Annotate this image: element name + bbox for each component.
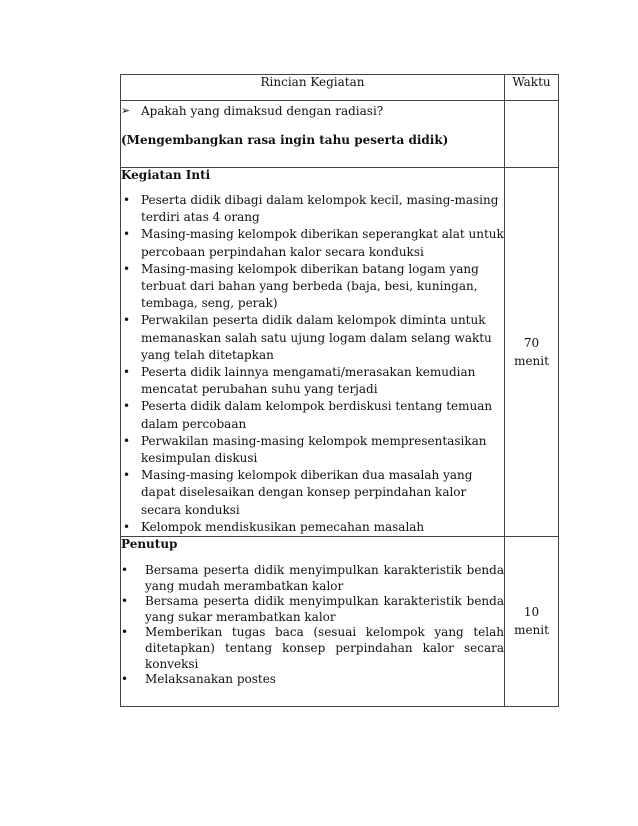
lesson-plan-table [120, 74, 559, 707]
list-item: • Peserta didik dalam kelompok berdiskusi tentang temuan dalam percobaan [123, 399, 493, 431]
bullet-icon: • [123, 365, 131, 380]
intro-cell [121, 101, 505, 168]
list-item: • Melaksanakan postes [121, 672, 276, 687]
bullet-icon: • [123, 433, 131, 448]
arrow-bullet-icon: ➢ [121, 104, 131, 117]
list-item: • Masing-masing kelompok diberikan batang logam yang terbuat dari bahan yang berbeda (baja, besi, kuningan, tembaga, seng, perak) [123, 261, 479, 311]
bullet-icon: • [123, 313, 131, 328]
kegiatan-inti-time-value: 70 [523, 336, 540, 351]
bullet-icon: • [123, 399, 131, 414]
bullet-icon: • [121, 563, 129, 578]
list-item: • Peserta didik lainnya mengamati/merasakan kemudian mencatat perubahan suhu yang terjadi [123, 365, 476, 397]
list-item: • Kelompok mendiskusikan pemecahan masalah [121, 519, 504, 536]
bullet-icon: • [123, 519, 131, 534]
bullet-icon: • [123, 193, 131, 207]
intro-row [121, 101, 559, 168]
penutup-heading: Penutup [121, 537, 178, 552]
intro-question [121, 103, 504, 119]
kegiatan-inti-time-unit: menit [514, 354, 549, 369]
header-rincian-kegiatan: Rincian Kegiatan [121, 75, 505, 101]
bullet-icon: • [123, 227, 131, 242]
kegiatan-inti-cell [121, 168, 505, 537]
penutup-list [121, 563, 504, 688]
bullet-icon: • [121, 594, 129, 609]
bullet-icon: • [121, 625, 129, 640]
list-item: • Masing-masing kelompok diberikan dua masalah yang dapat diselesaikan dengan konsep perpindahan kalor secara konduksi [123, 468, 473, 517]
penutup-time-value: 10 [523, 605, 540, 620]
intro-note: (Mengembangkan rasa ingin tahu peserta didik) [121, 133, 449, 147]
kegiatan-inti-list [121, 192, 504, 536]
penutup-time-cell [505, 537, 559, 707]
list-item: • Masing-masing kelompok diberikan seperangkat alat untuk percobaan perpindahan kalor secara konduksi [123, 227, 504, 259]
kegiatan-inti-row [121, 168, 559, 537]
list-item: • Bersama peserta didik menyimpulkan karakteristik benda yang mudah merambatkan kalor [121, 563, 504, 593]
list-item: • Memberikan tugas baca (sesuai kelompok yang telah ditetapkan) tentang konsep perpindahan kalor secara konveksi [121, 625, 504, 671]
penutup-cell [121, 537, 505, 707]
list-item: • Bersama peserta didik menyimpulkan karakteristik benda yang sukar merambatkan kalor [121, 594, 504, 624]
kegiatan-inti-heading: Kegiatan Inti [121, 168, 211, 182]
bullet-icon: • [123, 261, 131, 276]
list-item: • Peserta didik dibagi dalam kelompok kecil, masing-masing terdiri atas 4 orang [123, 193, 499, 225]
intro-question-text: Apakah yang dimaksud dengan radiasi? [141, 104, 384, 118]
penutup-time-unit: menit [514, 623, 549, 638]
bullet-icon: • [123, 468, 131, 483]
penutup-row [121, 537, 559, 707]
list-item: • Perwakilan peserta didik dalam kelompok diminta untuk memanaskan salah satu ujung logam dalam selang waktu yang telah ditetapkan [123, 313, 492, 362]
list-item: • Perwakilan masing-masing kelompok mempresentasikan kesimpulan diskusi [123, 433, 487, 466]
intro-time-cell [505, 101, 559, 168]
bullet-icon: • [121, 672, 129, 687]
kegiatan-inti-time-cell [505, 168, 559, 537]
header-waktu: Waktu [505, 75, 559, 101]
header-row [121, 75, 559, 101]
